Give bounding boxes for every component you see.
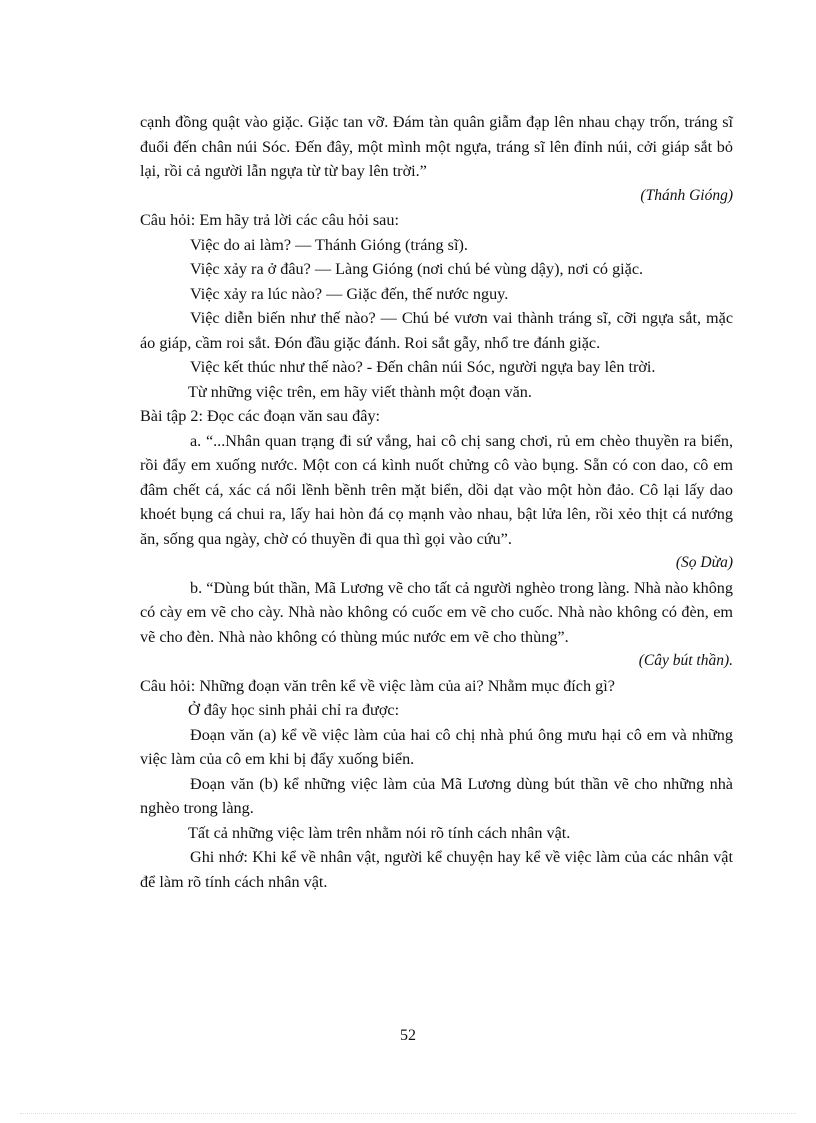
paragraph: Ở đây học sinh phải chỉ ra được:: [188, 701, 400, 719]
paragraph: Từ những việc trên, em hãy viết thành một đoạn văn.: [188, 382, 532, 401]
paragraph: Câu hỏi: Em hãy trả lời các câu hỏi sau:: [140, 211, 399, 229]
paragraph: a. “...Nhân quan trạng đi sứ vắng, hai cô chị sang chơi, rủ em chèo thuyền ra biển, rồi đẩy em xuống nước. Một con cá kình nuốt chửng cô vào bụng. Sẵn có con dao, cô em đâm chết cá, xác cá nổi lềnh bềnh trên mặt biển, dồi dạt vào một hòn đảo. Cô lại lấy dao khoét bụng cá chui ra, lấy hai hòn đá cọ mạnh vào nhau, bật lửa lên, rồi xẻo thịt cá nướng ăn, sống qua ngày, chờ có thuyền đi qua thì gọi vào cứu”.: [140, 431, 733, 548]
text-column: [140, 110, 733, 894]
paragraph: b. “Dùng bút thần, Mã Lương vẽ cho tất cả người nghèo trong làng. Nhà nào không có cày em vẽ cho cày. Nhà nào không có cuốc em vẽ cho cuốc. Nhà nào không có đèn, em vẽ cho đèn. Nhà nào không có thùng múc nước em vẽ cho thùng”.: [140, 578, 733, 646]
paragraph: Bài tập 2: Đọc các đoạn văn sau đây:: [140, 407, 381, 425]
source-citation: (Thánh Gióng): [640, 186, 733, 204]
page-number: 52: [400, 1027, 416, 1044]
paragraph: Việc xảy ra lúc nào? — Giặc đến, thế nước nguy.: [190, 284, 509, 303]
paragraph: Câu hỏi: Những đoạn văn trên kể về việc làm của ai? Nhằm mục đích gì?: [140, 676, 615, 695]
paragraph: Việc xảy ra ở đâu? — Làng Gióng (nơi chú bé vùng dậy), nơi có giặc.: [190, 260, 644, 278]
paragraph: Ghi nhớ: Khi kể về nhân vật, người kể chuyện hay kể về việc làm của các nhân vật để làm rõ tính cách nhân vật.: [140, 848, 733, 891]
source-citation: (Cây bút thần).: [638, 652, 733, 669]
paragraph: Việc diễn biến như thế nào? — Chú bé vươn vai thành tráng sĩ, cỡi ngựa sắt, mặc áo giáp, cầm roi sắt. Đón đầu giặc đánh. Roi sắt gẫy, nhổ tre đánh giặc.: [140, 309, 733, 352]
paragraph: Đoạn văn (b) kể những việc làm của Mã Lương dùng bút thần vẽ cho những nhà nghèo trong làng.: [140, 774, 733, 817]
source-citation: (Sọ Dừa): [675, 554, 733, 571]
paragraph: Việc kết thúc như thế nào? - Đến chân núi Sóc, người ngựa bay lên trời.: [190, 358, 656, 376]
footer-divider: [20, 1113, 796, 1114]
paragraph: Tất cả những việc làm trên nhằm nói rõ tính cách nhân vật.: [188, 823, 571, 842]
paragraph: Việc do ai làm? — Thánh Gióng (tráng sĩ).: [190, 235, 468, 254]
paragraph: Đoạn văn (a) kể về việc làm của hai cô chị nhà phú ông mưu hại cô em và những việc làm của cô em khi bị đẩy xuống biển.: [140, 725, 733, 768]
page-body: [140, 110, 733, 894]
paragraph: cạnh đồng quật vào giặc. Giặc tan vỡ. Đám tàn quân giẫm đạp lên nhau chạy trốn, tráng sĩ đuổi đến chân núi Sóc. Đến đây, một mình một ngựa, tráng sĩ lên đỉnh núi, cởi giáp sắt bỏ lại, rồi cả người lẫn ngựa từ từ bay lên trời.”: [140, 113, 733, 180]
